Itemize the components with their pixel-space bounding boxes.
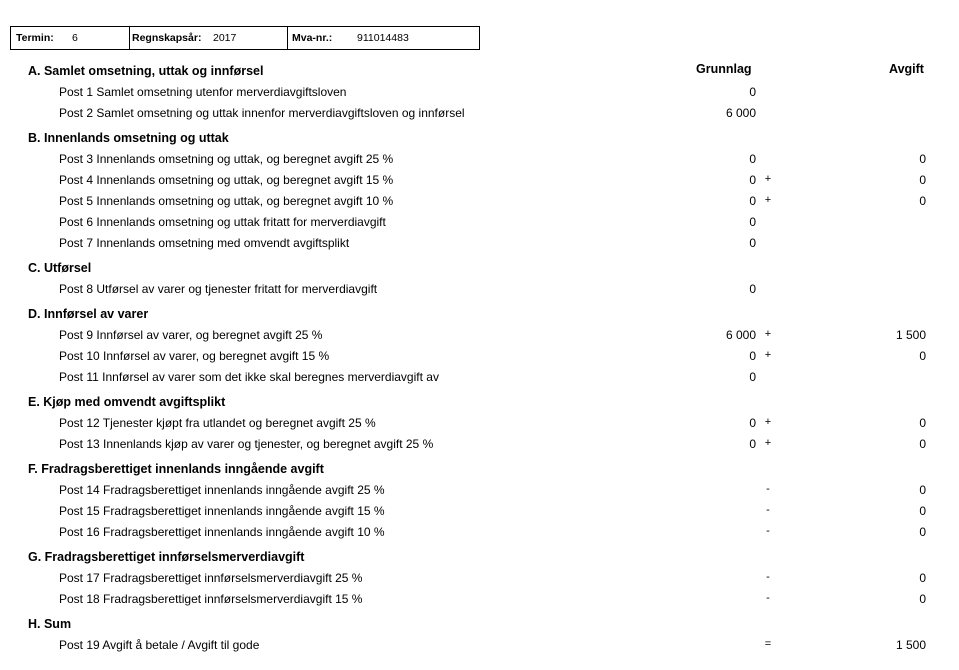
operator: - — [766, 571, 770, 583]
grunnlag-value: 0 — [749, 282, 756, 296]
post-row — [0, 349, 959, 365]
avgift-value: 0 — [919, 437, 926, 451]
post-label: Post 9 Innførsel av varer, og beregnet avgift 25 % — [59, 328, 323, 342]
column-header-avgift: Avgift — [889, 62, 924, 76]
post-row — [0, 483, 959, 499]
post-row — [0, 328, 959, 344]
mva-label: Mva-nr.: — [292, 32, 333, 44]
header-box — [10, 26, 480, 50]
post-label: Post 1 Samlet omsetning utenfor merverdiavgiftsloven — [59, 85, 347, 99]
post-label: Post 5 Innenlands omsetning og uttak, og beregnet avgift 10 % — [59, 194, 394, 208]
post-row — [0, 592, 959, 608]
operator: - — [766, 525, 770, 537]
section-title: A. Samlet omsetning, uttak og innførsel — [28, 64, 264, 78]
avgift-value: 0 — [919, 571, 926, 585]
post-label: Post 6 Innenlands omsetning og uttak fritatt for merverdiavgift — [59, 215, 386, 229]
section-title: C. Utførsel — [28, 261, 92, 275]
avgift-value: 1 500 — [895, 328, 926, 342]
post-row — [0, 106, 959, 122]
grunnlag-value: 6 000 — [725, 106, 756, 120]
post-label: Post 16 Fradragsberettiget innenlands inngående avgift 10 % — [59, 525, 385, 539]
post-row — [0, 173, 959, 189]
operator: + — [764, 349, 772, 361]
avgift-value: 0 — [919, 592, 926, 606]
operator: - — [766, 504, 770, 516]
grunnlag-value: 0 — [749, 194, 756, 208]
regnskapsaar-value: 2017 — [213, 32, 237, 44]
regnskapsaar-cell — [129, 27, 288, 49]
post-row — [0, 638, 959, 654]
post-label: Post 12 Tjenester kjøpt fra utlandet og beregnet avgift 25 % — [59, 416, 376, 430]
grunnlag-value: 0 — [749, 416, 756, 430]
post-label: Post 19 Avgift å betale / Avgift til gode — [59, 638, 260, 652]
post-row — [0, 85, 959, 101]
post-row — [0, 437, 959, 453]
grunnlag-value: 0 — [749, 370, 756, 384]
avgift-value: 0 — [919, 504, 926, 518]
operator: = — [764, 638, 772, 650]
post-row — [0, 525, 959, 541]
section-title: D. Innførsel av varer — [28, 307, 149, 321]
post-label: Post 11 Innførsel av varer som det ikke skal beregnes merverdiavgift av — [59, 370, 439, 384]
avgift-value: 0 — [919, 483, 926, 497]
avgift-value: 0 — [919, 152, 926, 166]
mva-value: 911014483 — [357, 32, 409, 44]
post-row — [0, 282, 959, 298]
avgift-value: 0 — [919, 525, 926, 539]
operator: + — [764, 328, 772, 340]
operator: - — [766, 483, 770, 495]
post-row — [0, 370, 959, 386]
post-label: Post 13 Innenlands kjøp av varer og tjenester, og beregnet avgift 25 % — [59, 437, 434, 451]
grunnlag-value: 0 — [749, 152, 756, 166]
termin-label: Termin: — [16, 32, 54, 44]
operator: + — [764, 437, 772, 449]
section-title: H. Sum — [28, 617, 72, 631]
grunnlag-value: 0 — [749, 437, 756, 451]
grunnlag-value: 0 — [749, 236, 756, 250]
avgift-value: 1 500 — [895, 638, 926, 652]
post-label: Post 17 Fradragsberettiget innførselsmerverdiavgift 25 % — [59, 571, 363, 585]
section-title: B. Innenlands omsetning og uttak — [28, 131, 229, 145]
post-label: Post 8 Utførsel av varer og tjenester fritatt for merverdiavgift — [59, 282, 378, 296]
mva-cell — [287, 27, 479, 49]
post-label: Post 15 Fradragsberettiget innenlands inngående avgift 15 % — [59, 504, 385, 518]
avgift-value: 0 — [919, 416, 926, 430]
termin-value: 6 — [72, 32, 78, 44]
operator: + — [764, 416, 772, 428]
post-row — [0, 416, 959, 432]
avgift-value: 0 — [919, 173, 926, 187]
regnskapsaar-label: Regnskapsår: — [132, 32, 202, 44]
section-title: F. Fradragsberettiget innenlands inngående avgift — [28, 462, 324, 476]
post-row — [0, 236, 959, 252]
grunnlag-value: 0 — [749, 85, 756, 99]
post-row — [0, 152, 959, 168]
operator: + — [764, 194, 772, 206]
post-row — [0, 194, 959, 210]
post-label: Post 2 Samlet omsetning og uttak innenfor merverdiavgiftsloven og innførsel — [59, 106, 465, 120]
avgift-value: 0 — [919, 349, 926, 363]
post-row — [0, 504, 959, 520]
post-label: Post 14 Fradragsberettiget innenlands inngående avgift 25 % — [59, 483, 385, 497]
grunnlag-value: 0 — [749, 349, 756, 363]
grunnlag-value: 6 000 — [725, 328, 756, 342]
section-title: E. Kjøp med omvendt avgiftsplikt — [28, 395, 226, 409]
post-label: Post 3 Innenlands omsetning og uttak, og beregnet avgift 25 % — [59, 152, 394, 166]
post-row — [0, 215, 959, 231]
grunnlag-value: 0 — [749, 215, 756, 229]
post-row — [0, 571, 959, 587]
operator: - — [766, 592, 770, 604]
post-label: Post 10 Innførsel av varer, og beregnet avgift 15 % — [59, 349, 330, 363]
post-label: Post 18 Fradragsberettiget innførselsmerverdiavgift 15 % — [59, 592, 363, 606]
post-label: Post 4 Innenlands omsetning og uttak, og beregnet avgift 15 % — [59, 173, 394, 187]
column-header-grunnlag: Grunnlag — [696, 62, 752, 76]
termin-cell — [11, 27, 130, 49]
post-label: Post 7 Innenlands omsetning med omvendt avgiftsplikt — [59, 236, 350, 250]
section-title: G. Fradragsberettiget innførselsmerverdiavgift — [28, 550, 305, 564]
avgift-value: 0 — [919, 194, 926, 208]
grunnlag-value: 0 — [749, 173, 756, 187]
operator: + — [764, 173, 772, 185]
